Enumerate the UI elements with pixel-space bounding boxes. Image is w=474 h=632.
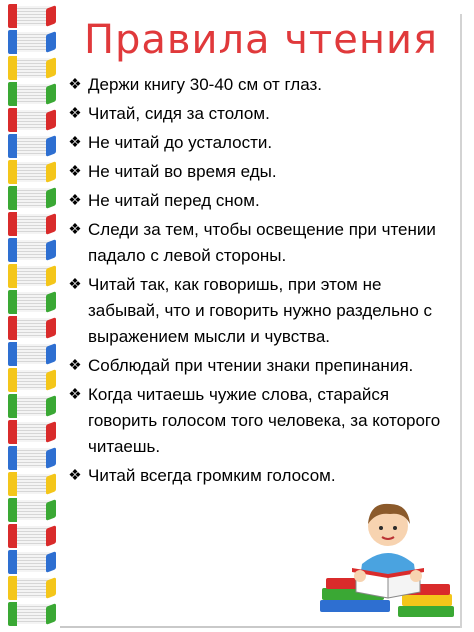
rule-item [62, 217, 460, 269]
rule-item [62, 382, 460, 460]
rule-item [62, 101, 460, 127]
rule-text: Не читай перед сном. [88, 191, 260, 210]
rule-text: Соблюдай при чтении знаки препинания. [88, 356, 414, 375]
border-book-icon [8, 446, 52, 470]
rule-text: Не читай во время еды. [88, 162, 277, 181]
rule-text: Не читай до усталости. [88, 133, 273, 152]
rule-item [62, 159, 460, 185]
rule-item [62, 188, 460, 214]
rules-list [62, 72, 460, 489]
border-book-icon [8, 108, 52, 132]
four-diamond-bullet-icon: ❖ [68, 76, 82, 93]
four-diamond-bullet-icon: ❖ [68, 105, 82, 122]
border-book-icon [8, 186, 52, 210]
border-bottom-line [60, 626, 460, 628]
rule-text: Следи за тем, чтобы освещение при чтении падало с левой стороны. [88, 220, 436, 265]
four-diamond-bullet-icon: ❖ [68, 386, 82, 403]
border-book-icon [8, 498, 52, 522]
border-book-icon [8, 290, 52, 314]
border-book-icon [8, 368, 52, 392]
rules-poster [62, 14, 460, 492]
rule-text: Читай всегда громким голосом. [88, 466, 336, 485]
border-book-icon [8, 420, 52, 444]
border-right-line [460, 14, 462, 628]
four-diamond-bullet-icon: ❖ [68, 221, 82, 238]
four-diamond-bullet-icon: ❖ [68, 467, 82, 484]
border-book-icon [8, 56, 52, 80]
border-book-icon [8, 342, 52, 366]
rule-text: Когда читаешь чужие слова, старайся говорить голосом того человека, за которого читаешь. [88, 385, 441, 456]
rule-text: Читай, сидя за столом. [88, 104, 270, 123]
border-book-icon [8, 576, 52, 600]
book-border-left [0, 0, 62, 632]
border-book-icon [8, 212, 52, 236]
border-book-icon [8, 550, 52, 574]
four-diamond-bullet-icon: ❖ [68, 134, 82, 151]
border-book-icon [8, 134, 52, 158]
rule-text: Держи книгу 30-40 см от глаз. [88, 75, 322, 94]
page-title: Правила чтения [83, 17, 439, 63]
rule-item [62, 130, 460, 156]
border-book-icon [8, 4, 52, 28]
reading-boy-illustration [318, 484, 458, 624]
border-book-icon [8, 238, 52, 262]
border-book-icon [8, 82, 52, 106]
border-book-icon [8, 264, 52, 288]
four-diamond-bullet-icon: ❖ [68, 163, 82, 180]
rule-item [62, 272, 460, 350]
rule-item [62, 72, 460, 98]
border-book-icon [8, 160, 52, 184]
border-book-icon [8, 472, 52, 496]
four-diamond-bullet-icon: ❖ [68, 276, 82, 293]
border-book-icon [8, 524, 52, 548]
border-book-icon [8, 394, 52, 418]
four-diamond-bullet-icon: ❖ [68, 357, 82, 374]
border-book-icon [8, 602, 52, 626]
border-book-icon [8, 30, 52, 54]
rule-item [62, 353, 460, 379]
four-diamond-bullet-icon: ❖ [68, 192, 82, 209]
rule-text: Читай так, как говоришь, при этом не забывай, что и говорить нужно раздельно с выражением мысли и чувства. [88, 275, 432, 346]
border-book-icon [8, 316, 52, 340]
